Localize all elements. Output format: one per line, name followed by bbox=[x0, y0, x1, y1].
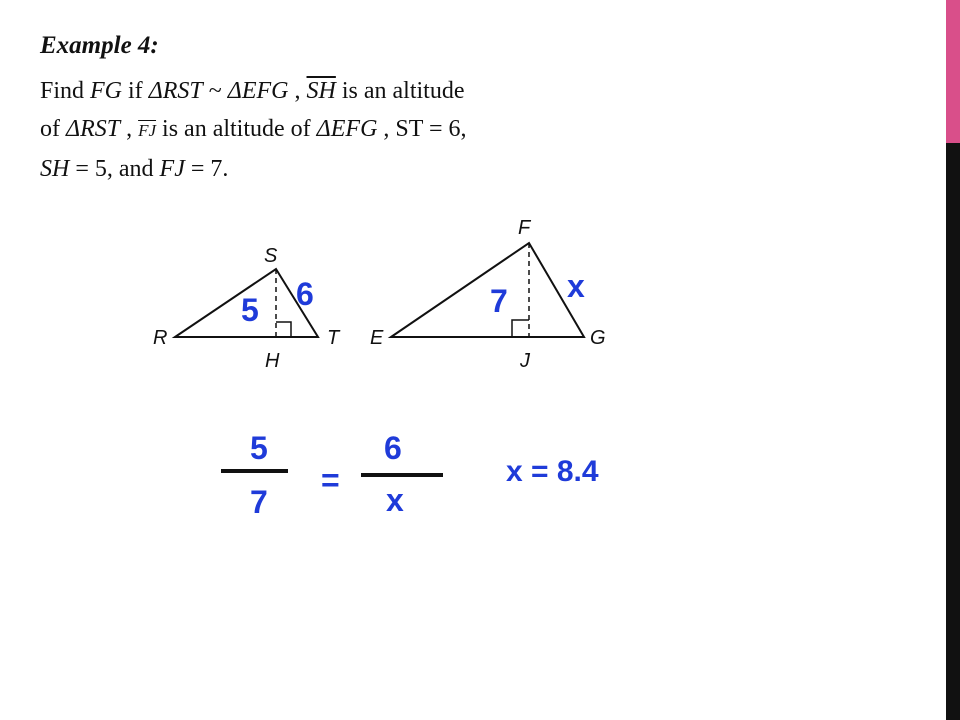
vertex-label-r: R bbox=[153, 327, 168, 349]
problem-line-1: Find FG if ΔRST ~ ΔEFG , $\overline{SH}$ is an altitude bbox=[40, 78, 465, 104]
problem-line-3: SH = 5, and FJ = 7. bbox=[40, 156, 229, 182]
small-side-value: 6 bbox=[296, 276, 314, 312]
problem-line-2: of ΔRST , $\overline{FJ}$ is an altitude of ΔEFG , ST = 6, bbox=[40, 116, 467, 142]
vertex-label-e: E bbox=[370, 327, 384, 349]
large-triangle bbox=[391, 243, 584, 337]
vertex-label-s: S bbox=[264, 245, 278, 267]
left-fraction-numerator: 5 bbox=[250, 430, 268, 466]
right-fraction-denominator: x bbox=[386, 482, 404, 518]
right-accent-bar bbox=[946, 0, 960, 720]
vertex-label-t: T bbox=[327, 327, 340, 349]
right-fraction-numerator: 6 bbox=[384, 430, 402, 466]
large-side-value: x bbox=[567, 268, 585, 304]
vertex-label-g: G bbox=[590, 327, 606, 349]
accent-bar-pink bbox=[946, 0, 960, 143]
vertex-label-h: H bbox=[265, 350, 280, 372]
left-fraction-denominator: 7 bbox=[250, 484, 268, 520]
small-altitude-value: 5 bbox=[241, 292, 259, 328]
vertex-label-j: J bbox=[520, 350, 530, 372]
large-altitude-value: 7 bbox=[490, 283, 508, 319]
example-title: Example 4: bbox=[40, 32, 159, 59]
left-fraction-bar bbox=[221, 469, 288, 473]
equals-sign: = bbox=[321, 462, 340, 498]
accent-bar-dark bbox=[946, 143, 960, 720]
answer-text: x = 8.4 bbox=[506, 455, 599, 488]
right-fraction-bar bbox=[361, 473, 443, 477]
vertex-label-f: F bbox=[518, 217, 531, 239]
